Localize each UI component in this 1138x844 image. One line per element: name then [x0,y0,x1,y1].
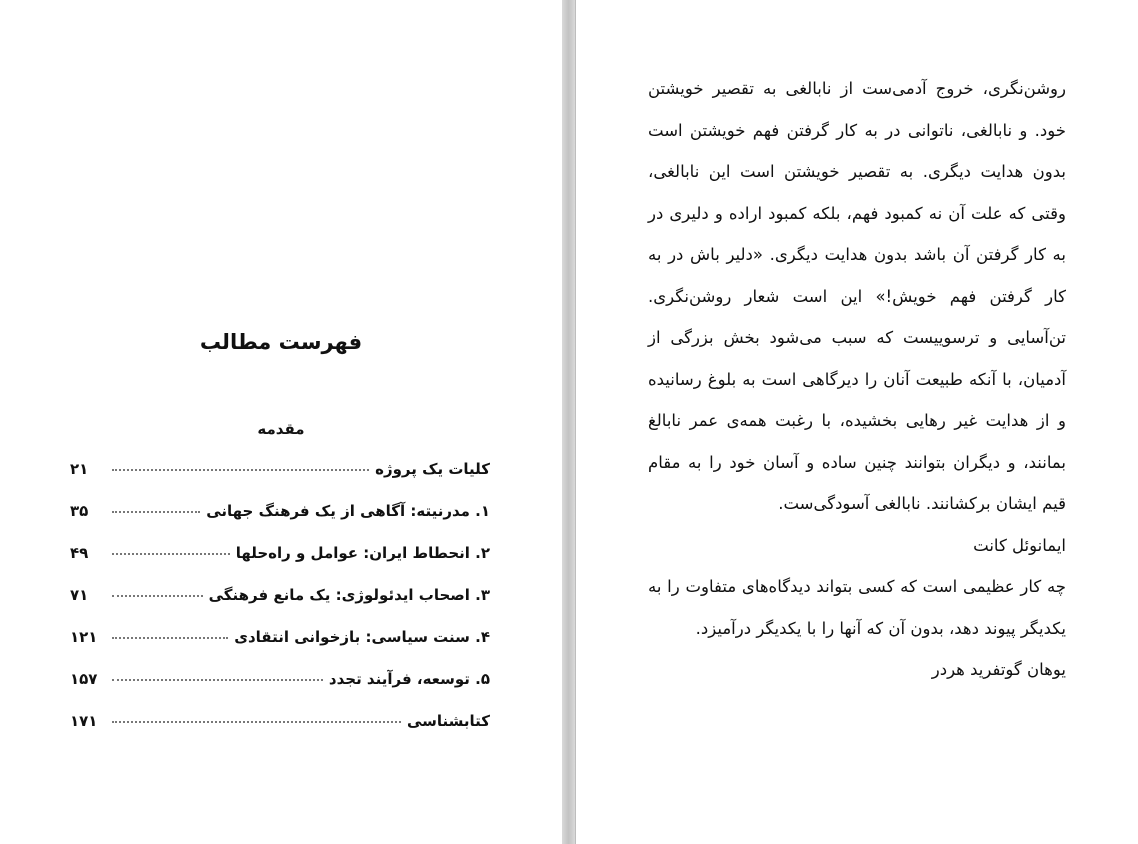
toc-entry-label: ۴. سنت سیاسی: بازخوانی انتقادی [234,628,490,646]
toc-entry[interactable] [70,670,490,712]
toc-entry-page: ۱۲۱ [70,628,98,646]
kant-attribution: ایمانوئل کانت [973,535,1066,555]
toc-entry[interactable] [70,712,490,754]
herder-quote: چه کار عظیمی است که کسی بتواند دیدگاه‌های متفاوت را به یکدیگر پیوند دهد، بدون آن که آنها را با یکدیگر درآمیزد. [648,577,1066,638]
toc-entry[interactable] [70,586,490,628]
epigraph-block [648,68,1066,691]
toc-entry[interactable] [70,544,490,586]
toc-leader-dots [112,595,203,597]
toc-entry-label: ۱. مدرنیته: آگاهی از یک فرهنگ جهانی [206,502,490,520]
toc-leader-dots [112,553,230,555]
kant-quote: روشن‌نگری، خروج آدمی‌ست از نابالغی به تقصیر خویشتن خود. و نابالغی، ناتوانی در به کار گرفتن فهم خویشتن است بدون هدایت دیگری. به تقصیر خویشتن است این نابالغی، وقتی که علت آن نه کمبود فهم، بلکه کمبود اراده و دلیری در به کار گرفتن آن باشد بدون هدایت دیگری. «دلیر باش در به کار گرفتن فهم خویش!» این است شعار روشن‌نگری. تن‌آسایی و ترسوییست که سبب می‌شود بخش بزرگی از آدمیان، با آنکه طبیعت آنان را دیرگاهی است به بلوغ رسانیده و از هدایت غیر رهایی بخشیده، با رغبت همه‌ی عمر نابالغ بمانند، و دیگران بتوانند چنین ساده و آسان خود را به مقام قیم ایشان برکشانند. نابالغی آسودگی‌ست. [648,79,1066,513]
toc-entry-page: ۴۹ [70,544,89,562]
toc-entry-page: ۷۱ [70,586,89,604]
toc-entry-label: ۳. اصحاب ایدئولوژی: یک مانع فرهنگی [208,586,490,604]
toc-leader-dots [112,679,323,681]
toc-entry-page: ۱۷۱ [70,712,98,730]
toc-title: فهرست مطالب [199,330,363,354]
toc-leader-dots [112,637,228,639]
toc-entry-label: ۲. انحطاط ایران: عوامل و راه‌حلها [235,544,490,562]
toc-section-heading: مقدمه [257,420,305,438]
toc-leader-dots [112,511,200,513]
toc-list [70,460,490,754]
toc-entry-page: ۳۵ [70,502,89,520]
toc-entry[interactable] [70,502,490,544]
toc-entry[interactable] [70,460,490,502]
herder-attribution: یوهان گوتفرید هردر [931,660,1066,679]
book-spine-gutter [562,0,575,844]
left-page [0,0,563,844]
toc-entry-label: کتابشناسی [406,712,490,730]
toc-leader-dots [112,721,401,723]
toc-entry-label: ۵. توسعه، فرآیند تجدد [328,670,490,688]
toc-entry-page: ۲۱ [70,460,89,478]
toc-leader-dots [112,469,369,471]
toc-entry[interactable] [70,628,490,670]
toc-entry-label: کلیات یک پروژه [375,460,490,478]
toc-entry-page: ۱۵۷ [70,670,98,688]
